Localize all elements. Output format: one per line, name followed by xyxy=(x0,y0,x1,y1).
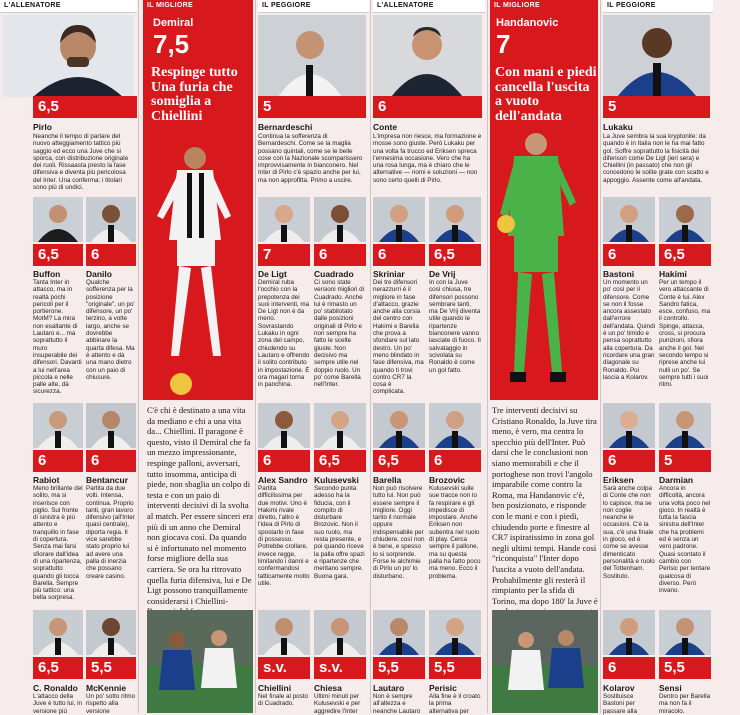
player-text-perisic: Alla fine è il croato la prima alternativa per xyxy=(429,693,481,715)
player-grade-bastoni: 6 xyxy=(603,244,655,266)
player-photo-sensi xyxy=(659,610,711,655)
player-text-eriksen: Sarà anche colpa di Conte che non lo capisce, ma se non coglie neanche le occasioni. C'è la sua, c'è una finale in gioco, ed è come se avesse dimenticato personalità e ruolo del Tottenham. Sostituto. xyxy=(603,485,655,580)
player-text-kulusevski: Secondo punta adesso ha la fiducia, con il compito di disturbare Brozovic. Non il suo ruolo, ma resta presente, e poi quando riceve la palla offre spazi e ripartenze che meritano sempre. Buona gara. xyxy=(314,485,365,580)
player-text-danilo: Qualche sofferenza per la posizione "originale", un po' difensore, un po' terzino, a volte largo, anche se dovrebbe abbinare la quarta difesa. Ma è attento e dà una mano dietro con un paio di chiusure. xyxy=(86,279,135,381)
player-photo-kolarov xyxy=(603,610,655,655)
player-name-perisic: Perisic xyxy=(429,683,457,693)
player-text-bastoni: Un momento un po' così per il difensore. Come se non il fosse ancora assestato dall'errore dell'andata. Quindi è un po' timido e pensa soprattutto alla copertura. Da ricordare una gran diagonale su Ronaldo. Poi lascia a Kolarov. xyxy=(603,279,655,381)
player-photo-perisic xyxy=(429,610,481,655)
player-photo-skriniar xyxy=(373,197,425,242)
player-text-buffon: Tanta Inter in attacco, ma in realtà pochi pericoli per il portierone. MotM? La mira non esaltante di Lautaro e... ma soprattutto il muro insuperabile dei difensori. Davanti a lui nell'area piccola e nelle palle alte, dà sicurezza. xyxy=(33,279,82,396)
player-text-hakimi: Per un tempo il vero attaccante di Conte è lui. Alex Sandro fatica, esce, confuso, ma il controllo. Spinge, attacca, cross, si procura punizioni, sfiora anche il gol. Nel secondo tempo si riprese anche lui nulli un po'. Se sempre tutti i suoi ritmi. xyxy=(659,279,711,389)
match-photo xyxy=(492,610,598,713)
player-grade-kulusevski: 6,5 xyxy=(314,450,366,472)
player-grade-hakimi: 6,5 xyxy=(659,244,711,266)
player-name-bastoni: Bastoni xyxy=(603,269,635,279)
best-player-name: Demiral xyxy=(153,17,194,29)
player-photo-ronaldo xyxy=(33,610,83,655)
player-name-kulusevski: Kulusevski xyxy=(314,475,359,485)
section-header: L'ALLENATORE xyxy=(373,0,485,13)
player-grade-devrij: 6,5 xyxy=(429,244,481,266)
section-header: IL MIGLIORE xyxy=(494,2,540,9)
worst-player-photo xyxy=(258,15,366,97)
player-name-mckennie: McKennie xyxy=(86,683,127,693)
player-photo-alexsandro xyxy=(258,403,310,448)
player-photo-bastoni xyxy=(603,197,655,242)
player-photo-brozovic xyxy=(429,403,481,448)
player-text-chiellini: Nel finale al posto di Cuadrado. xyxy=(258,693,309,708)
best-player-story: Tre interventi decisivi su Cristiano Ronaldo, la Juve tira meno, è vero, ma centra lo specchio più dell'Inter. Può darsi che le conclusioni non siano memorabili e che il portoghese non trovi l'angolo imparabile come contro la Roma, ma Handanovic c'è, ben posizionato, e risponde con le mani e con i piedi, chiudendo porte e finestre al CR7 ispiratissimo in zona gol negli ultimi tempi. Hande così "riconquista" l'Inter dopo l'uscita a vuoto dell'andata. Probabilmente gli resterà il rimpianto per la sfida di Torino, ma dopo 180' la Juve è xyxy=(492,405,598,606)
player-photo-rabiot xyxy=(33,403,83,448)
player-name-ronaldo: C. Ronaldo xyxy=(33,683,78,693)
player-grade-ronaldo: 6,5 xyxy=(33,657,83,679)
coach-text: L'impresa non riesce, ma formazione e mosse sono giuste. Però Lukaku per una volta fa trucco ed Eriksen spreca l'ennesima occasione. Vero che ha una rosa lunga, ma è chiaro che le alternative — nomi e soluzioni — non sono certo quelli di Pirlo. xyxy=(373,133,482,184)
player-grade-buffon: 6,5 xyxy=(33,244,83,266)
coach-grade: 6,5 xyxy=(33,96,137,118)
player-photo-eriksen xyxy=(603,403,655,448)
column-divider xyxy=(600,0,601,713)
section-header: IL MIGLIORE xyxy=(147,2,193,9)
worst-player-text: La Juve sembra la sua kryptonite: da quando è in Italia non le ha mai fatto gol. Soffre soprattutto la fisicità dei difensori come De Ligt (ieri sera) e Chiellini (in passato) che non gli concedono le solite grate con scatto e appoggio. Assente come all'andata. xyxy=(603,133,709,184)
best-player-tagline: Con mani e piedi cancella l'uscita a vuoto dell'andata xyxy=(495,65,597,124)
player-grade-barella: 6,5 xyxy=(373,450,425,472)
player-name-lautaro: Lautaro xyxy=(373,683,405,693)
column-divider xyxy=(370,0,371,713)
worst-player-grade: 5 xyxy=(258,96,366,118)
player-grade-brozovic: 6 xyxy=(429,450,481,472)
player-name-kolarov: Kolarov xyxy=(603,683,635,693)
player-name-barella: Barella xyxy=(373,475,402,485)
player-text-bentancur: Partita da due volti. Intensa, continua. Proprio tanti, gran lavoro difensivo (all'Inter quasi centrale), diporta regia. Il vice sarebbe stato proprio lui ad avere una palla di inerzia che possano creare casino. xyxy=(86,485,135,580)
player-name-chiesa: Chiesa xyxy=(314,683,342,693)
worst-player-photo xyxy=(603,15,710,97)
player-text-mckennie: Un po' sotto ritmo rispetto alla versione xyxy=(86,693,136,715)
best-player-grade: 7,5 xyxy=(153,29,190,59)
player-text-darmian: Ancora in difficoltà, ancora una volta poco nel gioco. In realtà è tutta la fascia sinistra dell'Inter che ha problemi ed è senza un vero padrone. Quasi scontato il cambio con Perisic per tentare qualcosa di diverso. Però invano. xyxy=(659,485,711,595)
worst-player-name: Bernardeschi xyxy=(258,122,313,132)
player-name-hakimi: Hakimi xyxy=(659,269,687,279)
player-grade-danilo: 6 xyxy=(86,244,136,266)
player-photo-devrij xyxy=(429,197,481,242)
best-player-photo xyxy=(492,128,598,400)
player-name-deligt: De Ligt xyxy=(258,269,287,279)
coach-name: Conte xyxy=(373,122,398,132)
player-name-alexsandro: Alex Sandro xyxy=(258,475,308,485)
player-grade-perisic: 5,5 xyxy=(429,657,481,679)
player-name-devrij: De Vrij xyxy=(429,269,456,279)
player-name-chiellini: Chiellini xyxy=(258,683,292,693)
player-text-brozovic: Kulusevski sulle sue tracce non lo fa respirare e gli impedisce di impostare. Anche Eriksen non subentra nel ruolo di play. Cerca sempre il pallone, ma su questa palla ha fatto poco ma meno. Ecco il problema. xyxy=(429,485,481,580)
player-grade-bentancur: 6 xyxy=(86,450,136,472)
player-grade-lautaro: 5,5 xyxy=(373,657,425,679)
coach-photo xyxy=(373,15,482,97)
player-name-rabiot: Rabiot xyxy=(33,475,60,485)
player-name-buffon: Buffon xyxy=(33,269,61,279)
player-name-cuadrado: Cuadrado xyxy=(314,269,354,279)
player-text-devrij: In con la Juve così chiusa, tre difensori possono sembrare tanti, ma De Vrij diventa utile quando le ripartenze bianconere vanno lasciate di fuoco. Il salvataggio in scivolata su Ronaldo è come un gol fatto. xyxy=(429,279,481,374)
player-photo-chiellini xyxy=(258,610,310,655)
coach-name: Pirlo xyxy=(33,122,52,132)
player-grade-chiesa: s.v. xyxy=(314,657,366,679)
player-grade-sensi: 5,5 xyxy=(659,657,711,679)
best-player-photo xyxy=(147,128,253,400)
player-grade-alexsandro: 6 xyxy=(258,450,310,472)
player-grade-kolarov: 6 xyxy=(603,657,655,679)
best-player-name: Handanovic xyxy=(496,17,559,29)
column-divider xyxy=(255,0,256,713)
match-photo xyxy=(147,610,253,713)
player-photo-danilo xyxy=(86,197,136,242)
player-text-lautaro: Non è sempre all'altezza e neanche Lautaro xyxy=(373,693,421,715)
player-name-danilo: Danilo xyxy=(86,269,112,279)
player-name-bentancur: Bentancur xyxy=(86,475,129,485)
column-juve-best xyxy=(143,0,253,713)
coach-photo xyxy=(3,15,134,97)
player-name-darmian: Darmian xyxy=(659,475,694,485)
player-name-eriksen: Eriksen xyxy=(603,475,634,485)
player-photo-mckennie xyxy=(86,610,136,655)
player-text-cuadrado: Ci sono state versioni migliori di Cuadrado. Anche lui è rimasto un po' stabilotato dalle posizioni originali di Pirlo e non sempre ha fatto le scelte giuste. Non decisivo ma sempre utile nel doppio ruolo. Un po' come Barella nell'Inter. xyxy=(314,279,365,389)
player-photo-barella xyxy=(373,403,425,448)
player-grade-darmian: 5 xyxy=(659,450,711,472)
player-text-chiesa: Ultimi minuti per Kulusevski e per aggredire l'Inter xyxy=(314,693,361,715)
worst-player-name: Lukaku xyxy=(603,122,633,132)
coach-text: Neanche il tempo di parlare del nuovo atteggiamento tattico più saggio ed ecco una Juve che si sporca, con distribuzione originale dei ruoli. Rissaasta presto la fase difensiva e diventa più pericolosa del Inter. Una conferma: i titolari sono più di undici. xyxy=(33,133,129,192)
player-photo-kulusevski xyxy=(314,403,366,448)
player-grade-chiellini: s.v. xyxy=(258,657,310,679)
player-grade-deligt: 7 xyxy=(258,244,310,266)
player-text-kolarov: Sostituisce Bastoni per passare alla xyxy=(603,693,637,715)
section-header: L'ALLENATORE xyxy=(0,0,137,13)
best-player-grade: 7 xyxy=(496,29,511,59)
coach-grade: 6 xyxy=(373,96,482,118)
column-divider xyxy=(487,0,488,713)
player-grade-skriniar: 6 xyxy=(373,244,425,266)
player-photo-lautaro xyxy=(373,610,425,655)
player-text-barella: Non può risolvere tutto lui. Non può essere sempre il migliore. Oggi tanto il normale oppure indispensabile per chiudere, così non è bene, e spesso lo si sorprende. Forse le alchimie di Pirlo un po' lo disturbano. xyxy=(373,485,425,580)
section-header: IL PEGGIORE xyxy=(258,0,369,13)
player-photo-hakimi xyxy=(659,197,711,242)
column-inter-coach xyxy=(373,0,485,713)
player-name-sensi: Sensi xyxy=(659,683,682,693)
column-juve-coach xyxy=(0,0,137,713)
player-grade-mckennie: 5,5 xyxy=(86,657,136,679)
player-photo-cuadrado xyxy=(314,197,366,242)
player-grade-cuadrado: 6 xyxy=(314,244,366,266)
player-photo-buffon xyxy=(33,197,83,242)
player-text-skriniar: Dei tre difensori nerazzurri è il migliore in fase d'attacco, grazie anche alla corsia del centro con Hakimi e Barella che prova a sfondare sul lato destro. Un po' meno blindato in fase difensiva, ma quando ti trovi contro CR7 la cosa è complicata. xyxy=(373,279,424,396)
player-name-skriniar: Skriniar xyxy=(373,269,405,279)
player-grade-eriksen: 6 xyxy=(603,450,655,472)
player-text-sensi: Dentro per Barella ma non fa il miracolo. xyxy=(659,693,711,715)
player-photo-darmian xyxy=(659,403,711,448)
player-text-rabiot: Meno brillante del solito, ma si inserisce con piglio. Sul fronte di sinistra è più attento e tranquillo in fase di copertura. Senza mai farsi sfiorare dall'idea di una ripartenza, soprattutto quando gli tocca Barella. Sempre più tattico: una bella sorpresa. xyxy=(33,485,83,602)
player-photo-deligt xyxy=(258,197,310,242)
column-juve-worst xyxy=(258,0,369,713)
column-inter-worst xyxy=(603,0,713,713)
worst-player-text: Continua la sofferenza di Bernardeschi. Come se la maglia possano quintali, come se le belle cose con la Nazionale scomparissero improvvisamente in bianconero. Nel Inter di Pirlo c'è spazio anche per lui, ma non approfitta. Primo a uscire. xyxy=(258,133,363,184)
section-header: IL PEGGIORE xyxy=(603,0,713,13)
best-player-tagline: Respinge tutto Una furia che somiglia a Chiellini xyxy=(151,65,238,124)
player-text-deligt: Demiral ruba l'occhio con la prepotenza dei suoi interventi, ma De Ligt non è da meno. Sovrastando Lukaku in ogni zona del campo, chiudendo su Lautaro e offrendo il solito contributo in impostazione. È ora magari torna in panchina. xyxy=(258,279,310,389)
best-player-story: C'è chi è destinato a una vita da mediano e chi a una vita da... Chiellini. Il paragone è questo, visto il Demiral che fa un mezzo impressionante, respinge palloni, avversari, tutto insomma, anticipa di piede, non sbaglia un colpo di testa e con un paio di interventi decisivi di la svolta al match. Per essere sinceri era più di un anno che Demiral non giocava così. Da quando si è infortunato nel momento forse migliore della sua carriera. Se ora ha ritrovato quella furia difensiva, lui e De Ligt possono tranquillamente considerarsi i Chiellini- xyxy=(147,405,253,606)
column-divider xyxy=(138,0,139,713)
player-name-brozovic: Brozovic xyxy=(429,475,465,485)
player-photo-chiesa xyxy=(314,610,366,655)
player-photo-bentancur xyxy=(86,403,136,448)
column-inter-best xyxy=(490,0,598,713)
worst-player-grade: 5 xyxy=(603,96,710,118)
player-grade-rabiot: 6 xyxy=(33,450,83,472)
player-text-ronaldo: L'attacco della Juve è tutto lui, in versione più xyxy=(33,693,83,715)
player-text-alexsandro: Partita difficilissima per due motivi. Uno è Hakimi rivale diretto, l'altro è l'idea di Pirlo di spostarlo in fase di possesso. Potrebbe crollare, invece regge, limitando i danni e confermandosi tatticamente molto utile. xyxy=(258,485,310,587)
